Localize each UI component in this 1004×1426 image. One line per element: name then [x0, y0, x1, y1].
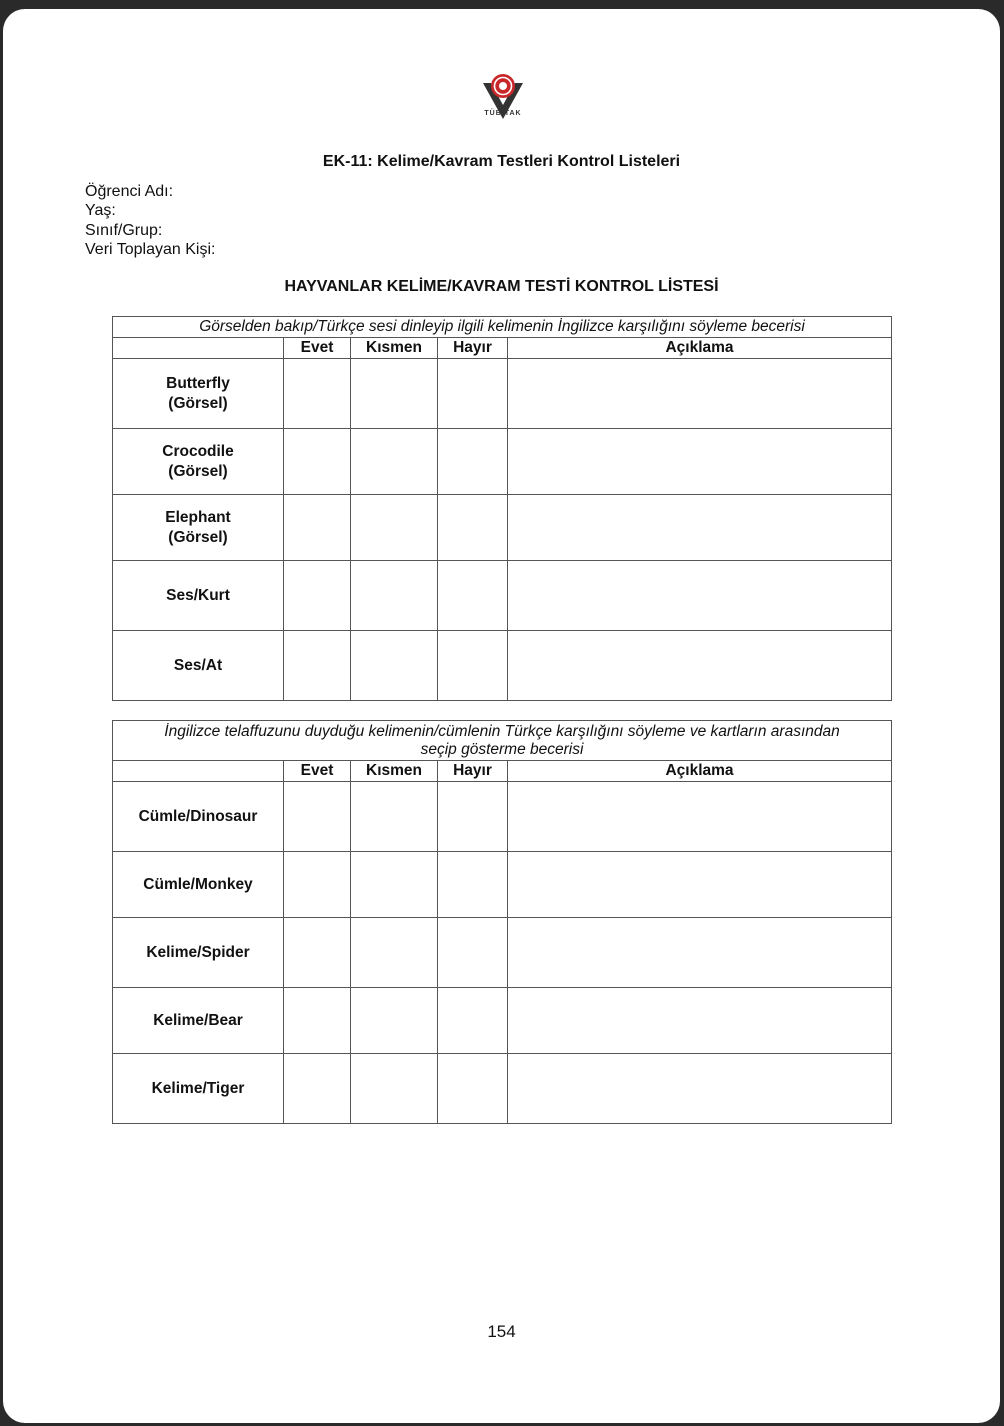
kismen-cell[interactable]: [351, 918, 438, 988]
evet-cell[interactable]: [284, 561, 351, 631]
header-hayir: Hayır: [438, 338, 508, 359]
document-page: [3, 9, 1000, 1423]
item-name: Butterfly: [166, 375, 230, 392]
table-row: [113, 561, 892, 631]
section-title: HAYVANLAR KELİME/KAVRAM TESTİ KONTROL LİSTESİ: [284, 278, 719, 295]
evet-cell[interactable]: [284, 782, 351, 852]
evet-cell[interactable]: [284, 429, 351, 495]
hayir-cell[interactable]: [438, 1054, 508, 1124]
kismen-cell[interactable]: [351, 988, 438, 1054]
aciklama-cell[interactable]: [508, 852, 892, 918]
aciklama-cell[interactable]: [508, 782, 892, 852]
table-row: [113, 429, 892, 495]
checklist-table-1: [112, 316, 892, 701]
logo-text: TÜBİTAK: [484, 110, 522, 117]
item-label: [113, 429, 284, 495]
evet-cell[interactable]: [284, 495, 351, 561]
evet-cell[interactable]: [284, 359, 351, 429]
aciklama-cell[interactable]: [508, 918, 892, 988]
header-kismen: Kısmen: [351, 338, 438, 359]
table-row: [113, 918, 892, 988]
aciklama-cell[interactable]: [508, 1054, 892, 1124]
table-caption-row: [113, 317, 892, 338]
class-group-label: Sınıf/Grup:: [85, 221, 163, 239]
table-row: [113, 359, 892, 429]
aciklama-cell[interactable]: [508, 495, 892, 561]
kismen-cell[interactable]: [351, 359, 438, 429]
page-number: 154: [487, 1322, 516, 1341]
table-caption: [113, 721, 892, 761]
student-name-label: Öğrenci Adı:: [85, 183, 174, 200]
item-label: Cümle/Dinosaur: [113, 782, 284, 852]
hayir-cell[interactable]: [438, 495, 508, 561]
item-name: Ses/At: [173, 656, 223, 674]
caption-line-2: seçip gösterme becerisi: [420, 740, 584, 758]
evet-cell[interactable]: [284, 988, 351, 1054]
hayir-cell[interactable]: [438, 852, 508, 918]
item-label: [113, 631, 284, 701]
document-title: EK-11: Kelime/Kavram Testleri Kontrol Listeleri: [322, 153, 681, 170]
table-header-row: [113, 338, 892, 359]
hayir-cell[interactable]: [438, 359, 508, 429]
kismen-cell[interactable]: [351, 782, 438, 852]
item-type: (Görsel): [168, 462, 228, 480]
table-row: [113, 631, 892, 701]
hayir-cell[interactable]: [438, 561, 508, 631]
aciklama-cell[interactable]: [508, 359, 892, 429]
evet-cell[interactable]: [284, 631, 351, 701]
item-label: Kelime/Spider: [113, 918, 284, 988]
header-aciklama: Açıklama: [508, 761, 892, 782]
header-aciklama: Açıklama: [508, 338, 892, 359]
item-label: [113, 561, 284, 631]
caption-line-1: İngilizce telaffuzunu duyduğu kelimenin/cümlenin Türkçe karşılığını söyleme ve kartların arasından: [164, 722, 840, 740]
data-collector-label: Veri Toplayan Kişi:: [85, 240, 216, 258]
checklist-table-2: [112, 720, 892, 1124]
header-evet: Evet: [284, 338, 351, 359]
table-row: [113, 782, 892, 852]
evet-cell[interactable]: [284, 852, 351, 918]
table-header-row: [113, 761, 892, 782]
kismen-cell[interactable]: [351, 852, 438, 918]
item-type: (Görsel): [168, 394, 228, 412]
age-label: Yaş:: [85, 202, 116, 220]
table-row: [113, 852, 892, 918]
item-label: Cümle/Monkey: [113, 852, 284, 918]
kismen-cell[interactable]: [351, 631, 438, 701]
aciklama-cell[interactable]: [508, 561, 892, 631]
hayir-cell[interactable]: [438, 782, 508, 852]
table-caption-row: [113, 721, 892, 761]
hayir-cell[interactable]: [438, 429, 508, 495]
header-cell-empty: [113, 761, 284, 782]
evet-cell[interactable]: [284, 1054, 351, 1124]
table-row: [113, 988, 892, 1054]
aciklama-cell[interactable]: [508, 988, 892, 1054]
aciklama-cell[interactable]: [508, 631, 892, 701]
hayir-cell[interactable]: [438, 631, 508, 701]
table-caption: Görselden bakıp/Türkçe sesi dinleyip ilgili kelimenin İngilizce karşılığını söyleme becerisi: [113, 317, 892, 338]
header-kismen: Kısmen: [351, 761, 438, 782]
kismen-cell[interactable]: [351, 495, 438, 561]
item-name: Ses/Kurt: [166, 586, 230, 604]
item-label: [113, 359, 284, 429]
table-row: [113, 495, 892, 561]
item-type: (Görsel): [168, 528, 228, 546]
kismen-cell[interactable]: [351, 429, 438, 495]
hayir-cell[interactable]: [438, 988, 508, 1054]
item-label: Kelime/Bear: [113, 988, 284, 1054]
header-cell-empty: [113, 338, 284, 359]
item-name: Crocodile: [162, 443, 234, 460]
evet-cell[interactable]: [284, 918, 351, 988]
header-evet: Evet: [284, 761, 351, 782]
header-hayir: Hayır: [438, 761, 508, 782]
kismen-cell[interactable]: [351, 561, 438, 631]
item-label: [113, 495, 284, 561]
table-row: [113, 1054, 892, 1124]
item-name: Elephant: [165, 509, 231, 526]
hayir-cell[interactable]: [438, 918, 508, 988]
item-label: Kelime/Tiger: [113, 1054, 284, 1124]
student-info-block: [85, 182, 215, 259]
aciklama-cell[interactable]: [508, 429, 892, 495]
kismen-cell[interactable]: [351, 1054, 438, 1124]
